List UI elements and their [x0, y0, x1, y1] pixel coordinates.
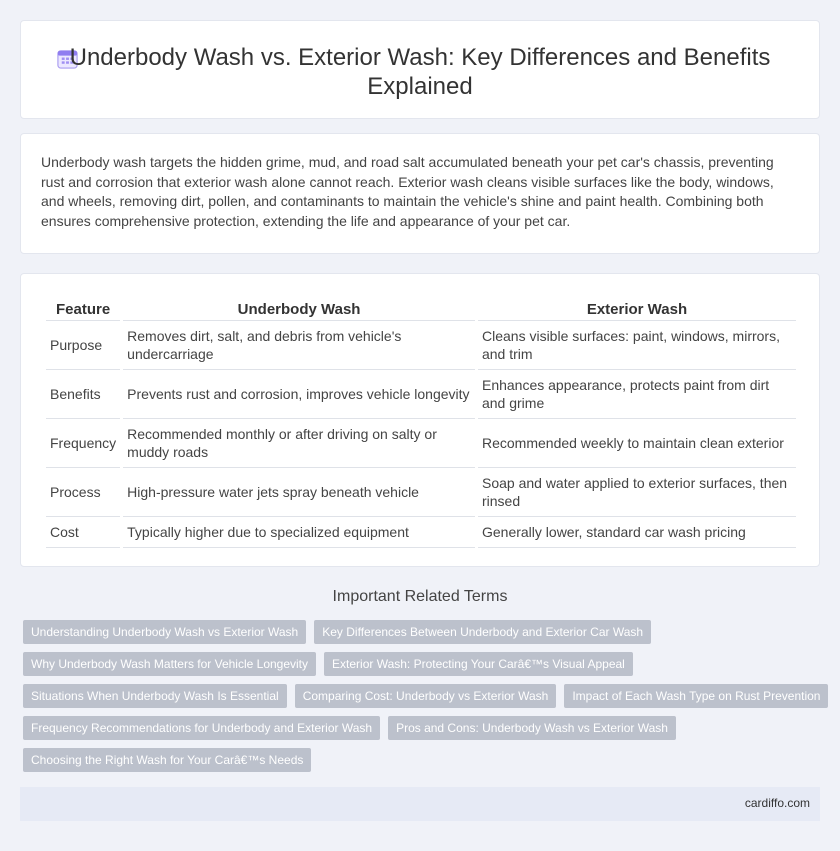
table-row [46, 370, 796, 419]
table-cell: Recommended weekly to maintain clean exterior [478, 419, 796, 468]
related-term-tag[interactable]: Understanding Underbody Wash vs Exterior Wash [23, 620, 306, 644]
related-term-tag[interactable]: Pros and Cons: Underbody Wash vs Exterior Wash [388, 716, 676, 740]
table-cell: High-pressure water jets spray beneath vehicle [123, 468, 475, 517]
table-row [46, 321, 796, 370]
title-card [20, 20, 820, 119]
table-cell: Generally lower, standard car wash pricing [478, 517, 796, 548]
table-cell: Frequency [46, 419, 120, 468]
page-title: Underbody Wash vs. Exterior Wash: Key Differences and Benefits Explained [69, 44, 771, 100]
related-term-tag[interactable]: Frequency Recommendations for Underbody and Exterior Wash [23, 716, 380, 740]
related-term-tag[interactable]: Exterior Wash: Protecting Your Carâ€™s Visual Appeal [324, 652, 633, 676]
table-cell: Cleans visible surfaces: paint, windows, mirrors, and trim [478, 321, 796, 370]
header-exterior: Exterior Wash [478, 293, 796, 321]
table-cell: Purpose [46, 321, 120, 370]
table-row [46, 517, 796, 548]
related-term-tag[interactable]: Comparing Cost: Underbody vs Exterior Wash [295, 684, 557, 708]
table-cell: Enhances appearance, protects paint from dirt and grime [478, 370, 796, 419]
table-cell: Recommended monthly or after driving on salty or muddy roads [123, 419, 475, 468]
table-cell: Typically higher due to specialized equipment [123, 517, 475, 548]
related-term-tag[interactable]: Choosing the Right Wash for Your Carâ€™s Needs [23, 748, 311, 772]
related-term-tag[interactable]: Impact of Each Wash Type on Rust Prevention [564, 684, 828, 708]
footer-site-link[interactable]: cardiffo.com [744, 796, 810, 810]
table-cell: Soap and water applied to exterior surfaces, then rinsed [478, 468, 796, 517]
table-cell: Benefits [46, 370, 120, 419]
table-cell: Prevents rust and corrosion, improves vehicle longevity [123, 370, 475, 419]
table-row [46, 419, 796, 468]
intro-card [20, 133, 820, 254]
table-cell: Cost [46, 517, 120, 548]
table-header-row [46, 293, 796, 321]
header-underbody: Underbody Wash [123, 293, 475, 321]
table-cell: Removes dirt, salt, and debris from vehicle's undercarriage [123, 321, 475, 370]
table-cell: Process [46, 468, 120, 517]
intro-paragraph: Underbody wash targets the hidden grime, mud, and road salt accumulated beneath your pet car's chassis, preventing rust and corrosion that exterior wash alone cannot reach. Exterior wash cleans visible surfaces like the body, windows, and wheels, removing dirt, pollen, and contaminants to maintain the vehicle's shine and paint health. Combining both ensures comprehensive protection, extending the life and appearance of your pet car. [41, 154, 774, 229]
related-terms-title: Important Related Terms [332, 588, 508, 605]
related-term-tag[interactable]: Situations When Underbody Wash Is Essential [23, 684, 287, 708]
comparison-table-card [20, 273, 820, 567]
footer [20, 787, 820, 821]
related-term-tag[interactable]: Why Underbody Wash Matters for Vehicle Longevity [23, 652, 316, 676]
header-feature: Feature [46, 293, 120, 321]
table-row [46, 468, 796, 517]
related-terms-tags [23, 620, 823, 780]
comparison-table [43, 293, 799, 548]
related-term-tag[interactable]: Key Differences Between Underbody and Exterior Car Wash [314, 620, 651, 644]
